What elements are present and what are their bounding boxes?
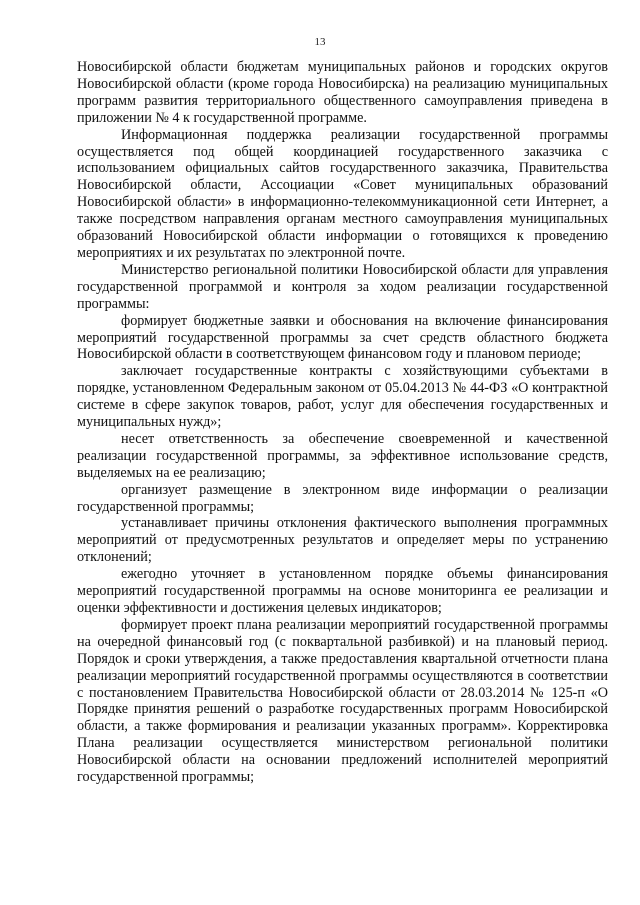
paragraph-ministry-intro: Министерство региональной политики Новосибирской области для управления государственной программой и контроля за ходом реализации государственной программы: bbox=[77, 261, 608, 312]
paragraph-information-support: Информационная поддержка реализации государственной программы осуществляется под общей координацией государственного заказчика с использованием официальных сайтов государственного заказчика, Правительства Новосибирской области, Ассоциации «Совет муниципальных образований Новосибирской области» в информационно-телекоммуникационной сети Интернет, а также посредством направления органам местного самоуправления муниципальных образований Новосибирской области информации о готовящихся к проведению мероприятиях и их результатах по электронной почте. bbox=[77, 126, 608, 261]
list-item-funding-update: ежегодно уточняет в установленном порядке объемы финансирования мероприятий государственной программы на основе мониторинга ее реализации и оценки эффективности и достижения целевых индикаторов; bbox=[77, 566, 608, 616]
list-item-responsibility: несет ответственность за обеспечение своевременной и качественной реализации государственной программы, за эффективное использование средств, выделяемых на ее реализацию; bbox=[77, 430, 608, 481]
list-item-budget-requests: формирует бюджетные заявки и обоснования на включение финансирования мероприятий государственной программы за счет средств областного бюджета Новосибирской области в соответствующем финансовом году и плановом периоде; bbox=[77, 312, 608, 363]
list-item-contracts: заключает государственные контракты с хозяйствующими субъектами в порядке, установленном Федеральным законом от 05.04.2013 № 44-ФЗ «О контрактной системе в сфере закупок товаров, работ, услуг для обеспечения государственных и муниципальных нужд»; bbox=[77, 363, 608, 431]
list-item-publication: организует размещение в электронном виде информации о реализации государственной программы; bbox=[77, 481, 608, 515]
list-item-implementation-plan: формирует проект плана реализации мероприятий государственной программы на очередной финансовый год (с поквартальной разбивкой) и на плановый период. Порядок и сроки утверждения, а также предоставления квартальной отчетности плана реализации мероприятий государственной программы осуществляются в соответствии с постановлением Правительства Новосибирской области от 28.03.2014 № 125-п «О Порядке принятия решений о разработке государственных программ Новосибирской области, а также формирования и реализации указанных программ». Корректировка Плана реализации осуществляется министерством региональной политики Новосибирской области на основании предложений исполнителей мероприятий государственной программы; bbox=[77, 616, 608, 786]
page-number: 13 bbox=[314, 36, 326, 48]
paragraph-continuation: Новосибирской области бюджетам муниципальных районов и городских округов Новосибирской области (кроме города Новосибирска) на реализацию муниципальных программ развития территориального общественного самоуправления приведена в приложении № 4 к государственной программе. bbox=[77, 59, 608, 126]
document-body bbox=[77, 59, 608, 786]
list-item-deviations: устанавливает причины отклонения фактического выполнения программных мероприятий от предусмотренных результатов и определяет меры по устранению отклонений; bbox=[77, 515, 608, 566]
